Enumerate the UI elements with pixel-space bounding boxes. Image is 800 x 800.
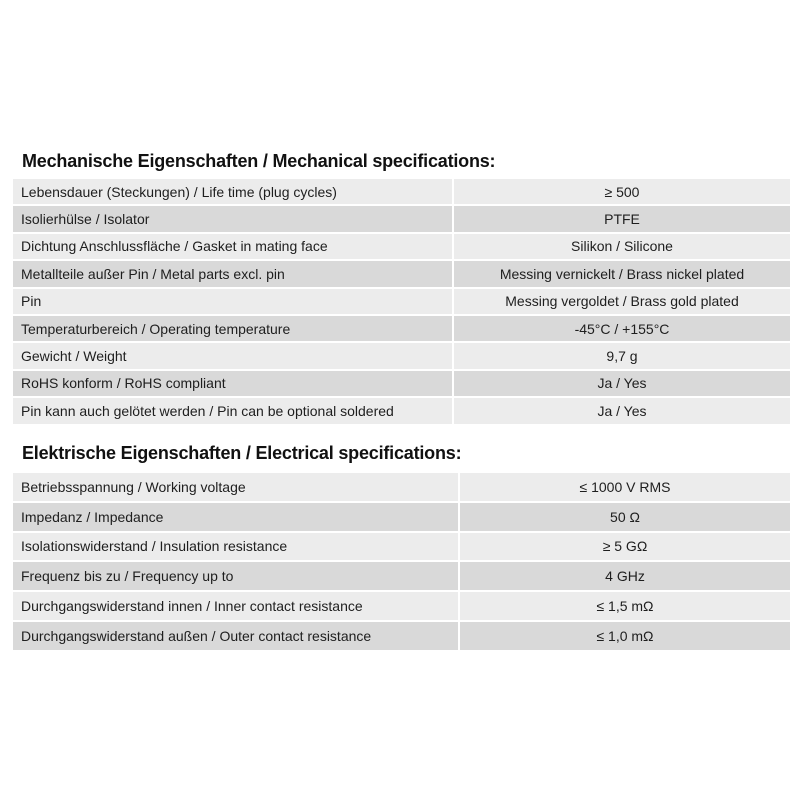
mechanical-specifications-section xyxy=(13,149,790,426)
spec-label: Impedanz / Impedance xyxy=(13,503,458,533)
spec-value: ≥ 5 GΩ xyxy=(458,533,790,563)
spec-label: Betriebsspannung / Working voltage xyxy=(13,473,458,503)
spec-value: ≤ 1,5 mΩ xyxy=(458,592,790,622)
spec-label: Durchgangswiderstand innen / Inner contact resistance xyxy=(13,592,458,622)
spec-row xyxy=(13,206,790,233)
spec-label: Pin kann auch gelötet werden / Pin can be optional soldered xyxy=(13,398,452,425)
mechanical-section-title: Mechanische Eigenschaften / Mechanical specifications: xyxy=(22,151,496,171)
spec-row xyxy=(13,592,790,622)
spec-value: ≥ 500 xyxy=(452,179,790,206)
spec-row xyxy=(13,533,790,563)
spec-label: Dichtung Anschlussfläche / Gasket in mating face xyxy=(13,234,452,261)
spec-value: 9,7 g xyxy=(452,343,790,370)
spec-value: PTFE xyxy=(452,206,790,233)
spec-row xyxy=(13,343,790,370)
electrical-specifications-section xyxy=(13,441,790,652)
mechanical-spec-table xyxy=(13,179,790,426)
spec-label: RoHS konform / RoHS compliant xyxy=(13,371,452,398)
spec-row xyxy=(13,234,790,261)
spec-value: 50 Ω xyxy=(458,503,790,533)
spec-value: Ja / Yes xyxy=(452,398,790,425)
spec-value: 4 GHz xyxy=(458,562,790,592)
spec-row xyxy=(13,398,790,425)
spec-row xyxy=(13,473,790,503)
spec-value: Messing vergoldet / Brass gold plated xyxy=(452,289,790,316)
spec-label: Pin xyxy=(13,289,452,316)
spec-label: Isolierhülse / Isolator xyxy=(13,206,452,233)
spec-row xyxy=(13,289,790,316)
electrical-section-title: Elektrische Eigenschaften / Electrical specifications: xyxy=(22,443,462,463)
spec-label: Lebensdauer (Steckungen) / Life time (plug cycles) xyxy=(13,179,452,206)
spec-row xyxy=(13,503,790,533)
electrical-spec-table xyxy=(13,473,790,652)
spec-value: Silikon / Silicone xyxy=(452,234,790,261)
spec-row xyxy=(13,316,790,343)
spec-value: Ja / Yes xyxy=(452,371,790,398)
spec-label: Gewicht / Weight xyxy=(13,343,452,370)
spec-row xyxy=(13,261,790,288)
spec-row xyxy=(13,622,790,652)
spec-row xyxy=(13,179,790,206)
spec-value: Messing vernickelt / Brass nickel plated xyxy=(452,261,790,288)
spec-label: Isolationswiderstand / Insulation resistance xyxy=(13,533,458,563)
spec-value: ≤ 1,0 mΩ xyxy=(458,622,790,652)
spec-row xyxy=(13,562,790,592)
spec-value: ≤ 1000 V RMS xyxy=(458,473,790,503)
spec-label: Durchgangswiderstand außen / Outer contact resistance xyxy=(13,622,458,652)
spec-label: Temperaturbereich / Operating temperature xyxy=(13,316,452,343)
spec-row xyxy=(13,371,790,398)
spec-label: Metallteile außer Pin / Metal parts excl. pin xyxy=(13,261,452,288)
spec-label: Frequenz bis zu / Frequency up to xyxy=(13,562,458,592)
spec-value: -45°C / +155°C xyxy=(452,316,790,343)
